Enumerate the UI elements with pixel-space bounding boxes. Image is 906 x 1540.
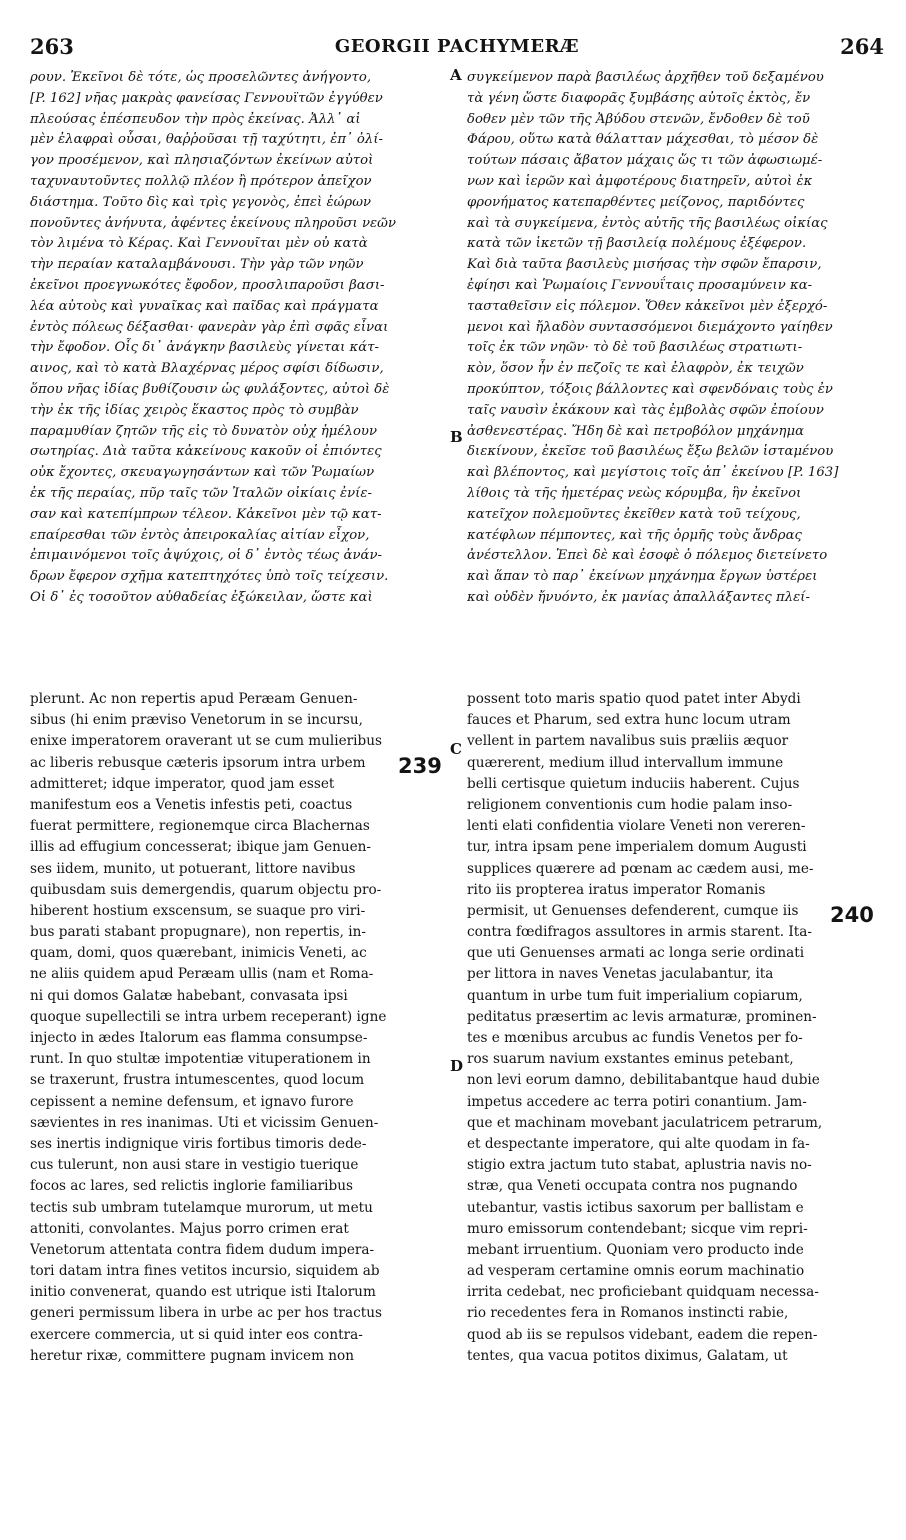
latin-right-line: ad vesperam certamine omnis eorum machinatio: [467, 1263, 805, 1280]
margin-letter-b: B: [450, 428, 463, 446]
greek-left-line: ὅπου νῆας ἰδίας βυθίζουσιν ὡς φυλάξοντες, αὐτοὶ δὲ: [30, 381, 390, 397]
greek-left-line: οὐκ ἔχοντες, σκευαγωγησάντων καὶ τῶν Ῥωμαίων: [30, 465, 375, 481]
greek-left-line: τὴν ἐκ τῆς ἰδίας χειρὸς ἕκαστος πρὸς τὸ συμβὰν: [30, 402, 359, 418]
latin-right-line: peditatus præsertim ac levis armaturæ, prominen-: [467, 1008, 817, 1025]
greek-left-line: ρουν. Ἐκεῖνοι δὲ τότε, ὡς προσελῶντες ἀνήγοντο,: [30, 70, 372, 85]
greek-left-line: τὴν ἔφοδον. Οἷς δι᾽ ἀνάγκην βασιλεὺς γίνεται κάτ-: [30, 340, 380, 356]
latin-left-line: admitteret; idque imperator, quod jam esset: [30, 775, 335, 792]
greek-right-line: δοθεν μὲν τῶν τῆς Ἀβύδου στενῶν, ἔνδοθεν δὲ τοῦ: [467, 111, 810, 127]
latin-left-line: ne aliis quidem apud Peræam ullis (nam et Roma-: [30, 966, 374, 983]
latin-right-line: stræ, qua Veneti occupata contra nos pugnando: [467, 1178, 798, 1195]
latin-left-line: injecto in ædes Italorum eas flamma consumpse-: [30, 1030, 368, 1046]
margin-letter-d: D: [450, 1057, 464, 1075]
latin-page-number-239: 239: [398, 754, 442, 778]
latin-left-line: runt. In quo stultæ impotentiæ vituperationem in: [30, 1051, 371, 1068]
greek-left-line: δρων ἔφερον σχῆμα κατεπτηχότες ὑπὸ τοῖς τείχεσιν.: [30, 569, 389, 585]
latin-left-line: bus parati stabant propugnare), non repertis, in-: [30, 924, 367, 941]
greek-right-line: τὰ γένη ὥστε διαφορᾶς ξυμβάσης αὐτοῖς ἐκτὸς, ἔν: [467, 90, 811, 106]
latin-left-line: tectis sub umbram tutelamque murorum, ut metu: [30, 1199, 373, 1216]
latin-left-line: illis ad effugium concesserat; ibique jam Genuen-: [30, 839, 372, 856]
latin-right-line: tur, intra ipsam pene imperialem domum Augusti: [467, 839, 807, 856]
latin-right-line: muro emissorum contendebant; sicque vim repri-: [467, 1220, 808, 1237]
greek-left-line: πλεούσας ἐπέσπευδον τὴν πρὸς ἐκείνας. Ἀλλ᾽ αἱ: [30, 111, 361, 127]
latin-column-right: [467, 689, 887, 1367]
latin-right-line: non levi eorum damno, debilitabantque haud dubie: [467, 1072, 820, 1089]
latin-right-line: mebant irruentium. Quoniam vero producto inde: [467, 1241, 804, 1258]
latin-right-line: permisit, ut Genuenses defenderent, cumque iis: [467, 902, 799, 919]
greek-left-line: επαίρεσθαι τῶν ἐντὸς ἀπειροκαλίας αἰτίαν εἶχον,: [30, 527, 370, 543]
latin-left-line: ni qui domos Galatæ habebant, convasata ipsi: [30, 987, 348, 1004]
greek-left-line: σαν καὶ κατεπίμπρων τέλεον. Κἀκεῖνοι μὲν τῷ κατ-: [30, 506, 382, 522]
greek-left-line: τὴν περαίαν καταλαμβάνουσι. Τὴν γὰρ τῶν νηῶν: [30, 257, 364, 273]
latin-right-line: quod ab iis se repulsos videbant, eadem die repen-: [467, 1326, 818, 1343]
page-header: [30, 34, 884, 62]
greek-right-line: κὸν, ὅσον ἦν ἐν πεζοῖς τε καὶ ἐλαφρὸν, ἐκ τειχῶν: [467, 361, 804, 377]
greek-right-line: τούτων πάσαις ἄβατον μάχαις ὥς τι τῶν ἀφωσιωμέ-: [467, 153, 823, 169]
latin-right-line: rito iis propterea iratus imperator Romanis: [467, 881, 766, 898]
latin-left-line: quam, domi, quos quærebant, inimicis Veneti, ac: [30, 945, 367, 962]
latin-right-line: stigio extra jactum tuto stabat, aplustria navis no-: [467, 1157, 812, 1174]
latin-left-line: focos ac lares, sed relictis inglorie familiaribus: [30, 1178, 353, 1195]
greek-right-line: ἀνέστελλον. Ἐπεὶ δὲ καὶ ἐσοφὲ ὁ πόλεμος διετείνετο: [467, 548, 828, 564]
latin-right-line: supplices quærere ad pœnam ac cædem ausi, me-: [467, 860, 814, 877]
greek-right-line: προκύπτον, τόξοις βάλλοντες καὶ σφενδόναις τοὺς ἐν: [467, 381, 833, 397]
latin-left-line: se traxerunt, frustra intumescentes, quod locum: [30, 1072, 365, 1089]
greek-left-line: σωτηρίας. Διὰ ταῦτα κἀκείνους κακοῦν οἱ ἐπιόντες: [30, 444, 382, 460]
greek-column-left: [30, 68, 454, 609]
latin-right-line: irrita cedebat, nec proficiebant quidquam necessa-: [467, 1284, 819, 1301]
latin-left-line: manifestum eos a Venetis infestis peti, coactus: [30, 796, 353, 813]
greek-left-line: διάστημα. Τοῦτο δὶς καὶ τρὶς γεγονὸς, ἐπεὶ ἑώρων: [30, 194, 372, 210]
greek-right-line: ἐφίησι καὶ Ῥωμαίοις Γεννουΐταις προσαμύνειν κα-: [467, 277, 813, 293]
latin-right-line: que uti Genuenses armati ac longa serie ordinati: [467, 945, 805, 962]
latin-left-line: ac liberis rebusque cæteris ipsorum intra urbem: [30, 754, 366, 771]
greek-left-line: αινος, καὶ τὸ κατὰ Βλαχέρνας μέρος σφίσι δίδωσιν,: [30, 361, 384, 377]
greek-right-line: συγκείμενον παρὰ βασιλέως ἀρχῆθεν τοῦ δεξαμένου: [467, 70, 824, 85]
greek-right-line: τοῖς ἐκ τῶν νηῶν· τὸ δὲ τοῦ βασιλέως στρατιωτι-: [467, 340, 803, 356]
latin-right-line: ros suarum navium exstantes eminus petebant,: [467, 1051, 794, 1068]
greek-left-line: ἐκ τῆς περαίας, πῦρ ταῖς τῶν Ἰταλῶν οἰκίαις ἐνίε-: [30, 485, 372, 501]
latin-left-line: enixe imperatorem oraverant ut se cum mulieribus: [30, 733, 382, 750]
latin-left-line: tori datam intra fines vetitos incursio, siquidem ab: [30, 1263, 380, 1280]
latin-left-line: ses iidem, munito, ut potuerant, littore navibus: [30, 860, 356, 877]
latin-right-line: possent toto maris spatio quod patet inter Abydi: [467, 691, 801, 707]
greek-right-line: κατεῖχον πολεμοῦντες ἐκεῖθεν κατὰ τοῦ τείχους,: [467, 506, 801, 522]
latin-left-line: quibusdam suis demergendis, quarum objectu pro-: [30, 881, 382, 898]
greek-left-line: ἐπιμαινόμενοι τοῖς ἀψύχοις, οἱ δ᾽ ἐντὸς τέως ἀνάν-: [30, 548, 383, 564]
latin-left-line: heretur rixæ, committere pugnam invicem non: [30, 1347, 354, 1364]
running-title: GEORGII PACHYMERÆ: [334, 36, 580, 57]
latin-left-line: Venetorum attentata contra fidem dudum impera-: [30, 1241, 375, 1258]
latin-left-line: cus tulerunt, non ausi stare in vestigio tuerique: [30, 1157, 359, 1174]
latin-right-line: rio recedentes fera in Romanos instincti rabie,: [467, 1305, 789, 1322]
latin-right-line: utebantur, vastis ictibus saxorum per ballistam e: [467, 1199, 804, 1216]
latin-left-line: attoniti, convolantes. Majus porro crimen erat: [30, 1220, 349, 1237]
greek-right-line: καὶ βλέποντος, καὶ μεγίστοις τοῖς ἀπ᾽ ἐκείνου [P. 163]: [467, 465, 839, 481]
greek-right-line: καὶ ἅπαν τὸ παρ᾽ ἐκείνων μηχάνημα ἔργων ὑστέρει: [467, 569, 818, 585]
latin-left-line: plerunt. Ac non repertis apud Peræam Genuen-: [30, 691, 358, 707]
greek-right-line: φρονήματος κατεπαρθέντες μείζονος, παριδόντες: [467, 194, 805, 210]
latin-left-line: initio convenerat, quando est utrique isti Italorum: [30, 1284, 376, 1301]
latin-right-line: que et machinam movebant jaculatricem petrarum,: [467, 1114, 823, 1131]
latin-right-line: fauces et Pharum, sed extra hunc locum utram: [467, 712, 791, 729]
latin-right-line: tes e mœnibus arcubus ac fundis Venetos per fo-: [467, 1030, 803, 1046]
greek-right-line: καὶ οὐδὲν ἤνυόντο, ἐκ μανίας ἀπαλλάξαντες πλεί-: [467, 589, 810, 605]
greek-right-line: κατὰ τῶν ἱκετῶν τῇ βασιλείᾳ πολέμους ἐξέφερον.: [467, 236, 807, 252]
greek-right-line: τασταθεῖσιν εἰς πόλεμον. Ὅθεν κἀκεῖνοι μὲν ἐξερχό-: [467, 298, 828, 314]
greek-left-line: ἐντὸς πόλεως δέξασθαι· φανερὰν γὰρ ἐπὶ σφᾶς εἶναι: [30, 319, 389, 335]
latin-right-line: belli certisque quietum induciis haberent. Cujus: [467, 775, 800, 792]
greek-right-line: λίθοις τὰ τῆς ἡμετέρας νεὼς κόρυμβα, ἣν ἐκεῖνοι: [467, 485, 802, 501]
page-number-right: 264: [840, 34, 884, 59]
greek-right-line: ἀσθενεστέρας. Ἤδη δὲ καὶ πετροβόλον μηχάνημα: [467, 423, 805, 439]
margin-letter-a: A: [450, 66, 462, 84]
greek-left-line: γον προσέμενον, καὶ πλησιαζόντων ἐκείνων αὐτοὶ: [30, 153, 374, 169]
greek-column-right: [467, 68, 887, 609]
latin-left-line: hiberent hostium exscensum, se suaque pro viri-: [30, 902, 366, 919]
latin-right-line: impetus accedere ac terra potiri conantium. Jam-: [467, 1093, 807, 1110]
greek-left-line: ταχυναυτοῦντες πολλῷ πλέον ἢ πρότερον ἀπεῖχον: [30, 173, 372, 189]
greek-left-line: [P. 162] νῆας μακρὰς φανείσας Γεννουϊτῶν ἐγγύθεν: [30, 90, 383, 106]
greek-left-line: μὲν ἐλαφραὶ οὖσαι, θαῤῥοῦσαι τῇ ταχύτητι, ἐπ᾽ ὀλί-: [30, 132, 384, 148]
latin-column-left: [30, 689, 450, 1367]
latin-left-line: fuerat permittere, regionemque circa Blachernas: [30, 818, 370, 835]
latin-right-line: contra fœdifragos assultores in armis starent. Ita-: [467, 924, 812, 941]
latin-left-line: sibus (hi enim præviso Venetorum in se incursu,: [30, 712, 363, 729]
latin-right-line: et despectante imperatore, qui alte quodam in fa-: [467, 1135, 810, 1152]
latin-right-line: vellent in partem navalibus suis præliis æquor: [467, 733, 789, 750]
latin-left-line: ses inertis indignique viris fortibus timoris dede-: [30, 1135, 367, 1152]
greek-right-line: Φάρου, οὕτω κατὰ θάλατταν μάχεσθαι, τὸ μέσον δὲ: [467, 132, 819, 148]
latin-left-line: exercere commercia, ut si quid inter eos contra-: [30, 1326, 363, 1343]
greek-left-line: παραμυθίαν ζητῶν τῆς εἰς τὸ δυνατὸν οὐχ ἡμέλουν: [30, 423, 378, 439]
greek-left-line: ἐκεῖνοι προεγνωκότες ἔφοδον, προσλιπαροῦσι βασι-: [30, 277, 385, 293]
greek-right-line: Καὶ διὰ ταῦτα βασιλεὺς μισήσας τὴν σφῶν ἔπαρσιν,: [467, 257, 822, 273]
greek-left-line: Οἱ δ᾽ ἐς τοσοῦτον αὐθαδείας ἐξώκειλαν, ὥστε καὶ: [30, 589, 373, 605]
greek-right-line: νων καὶ ἱερῶν καὶ ἀμφοτέρους διατηρεῖν, αὐτοὶ ἐκ: [467, 173, 813, 189]
greek-left-line: τὸν λιμένα τὸ Κέρας. Καὶ Γεννουῖται μὲν οὐ κατὰ: [30, 236, 368, 252]
margin-letter-c: C: [450, 740, 462, 758]
latin-left-line: cepissent a nemine defensum, et ignavo furore: [30, 1093, 354, 1110]
latin-left-line: quoque supellectili se intra urbem receperant) igne: [30, 1008, 387, 1025]
latin-page-number-240: 240: [830, 903, 874, 927]
greek-right-line: κατέφλων πέμποντες, καὶ τῆς ὁρμῆς τοὺς ἄνδρας: [467, 527, 802, 543]
greek-left-line: λέα αὐτοὺς καὶ γυναῖκας καὶ παῖδας καὶ πράγματα: [30, 298, 379, 314]
latin-left-line: sævientes in res inanimas. Uti et vicissim Genuen-: [30, 1114, 379, 1131]
greek-right-line: διεκίνουν, ἐκεῖσε τοῦ βασιλέως ἔξω βελῶν ἱσταμένου: [467, 444, 834, 460]
latin-right-line: quantum in urbe tum fuit imperialium copiarum,: [467, 987, 803, 1004]
greek-right-line: μενοι καὶ ἤλαδὸν συντασσόμενοι διεμάχοντο γαίηθεν: [467, 319, 833, 335]
greek-right-line: ταῖς ναυσὶν ἐκάκουν καὶ τὰς ἐμβολὰς σφῶν ἐποίουν: [467, 402, 824, 418]
page-number-left: 263: [30, 34, 74, 59]
greek-right-line: καὶ τὰ συγκείμενα, ἐντὸς αὐτῆς τῆς βασιλέως οἰκίας: [467, 215, 828, 231]
greek-left-line: πονοῦντες ἀνήνυτα, ἀφέντες ἐκείνους πληροῦσι νεῶν: [30, 215, 397, 231]
latin-right-line: tentes, qua vacua potitos diximus, Galatam, ut: [467, 1347, 788, 1364]
latin-right-line: per littora in naves Venetas jaculabantur, ita: [467, 966, 774, 983]
latin-right-line: religionem conventionis cum hodie palam inso-: [467, 796, 793, 813]
latin-right-line: quærerent, medium illud intervallum immune: [467, 754, 784, 771]
latin-left-line: generi permissum libera in urbe ac per hos tractus: [30, 1305, 382, 1322]
latin-right-line: lenti elati confidentia violare Veneti non vereren-: [467, 818, 806, 835]
